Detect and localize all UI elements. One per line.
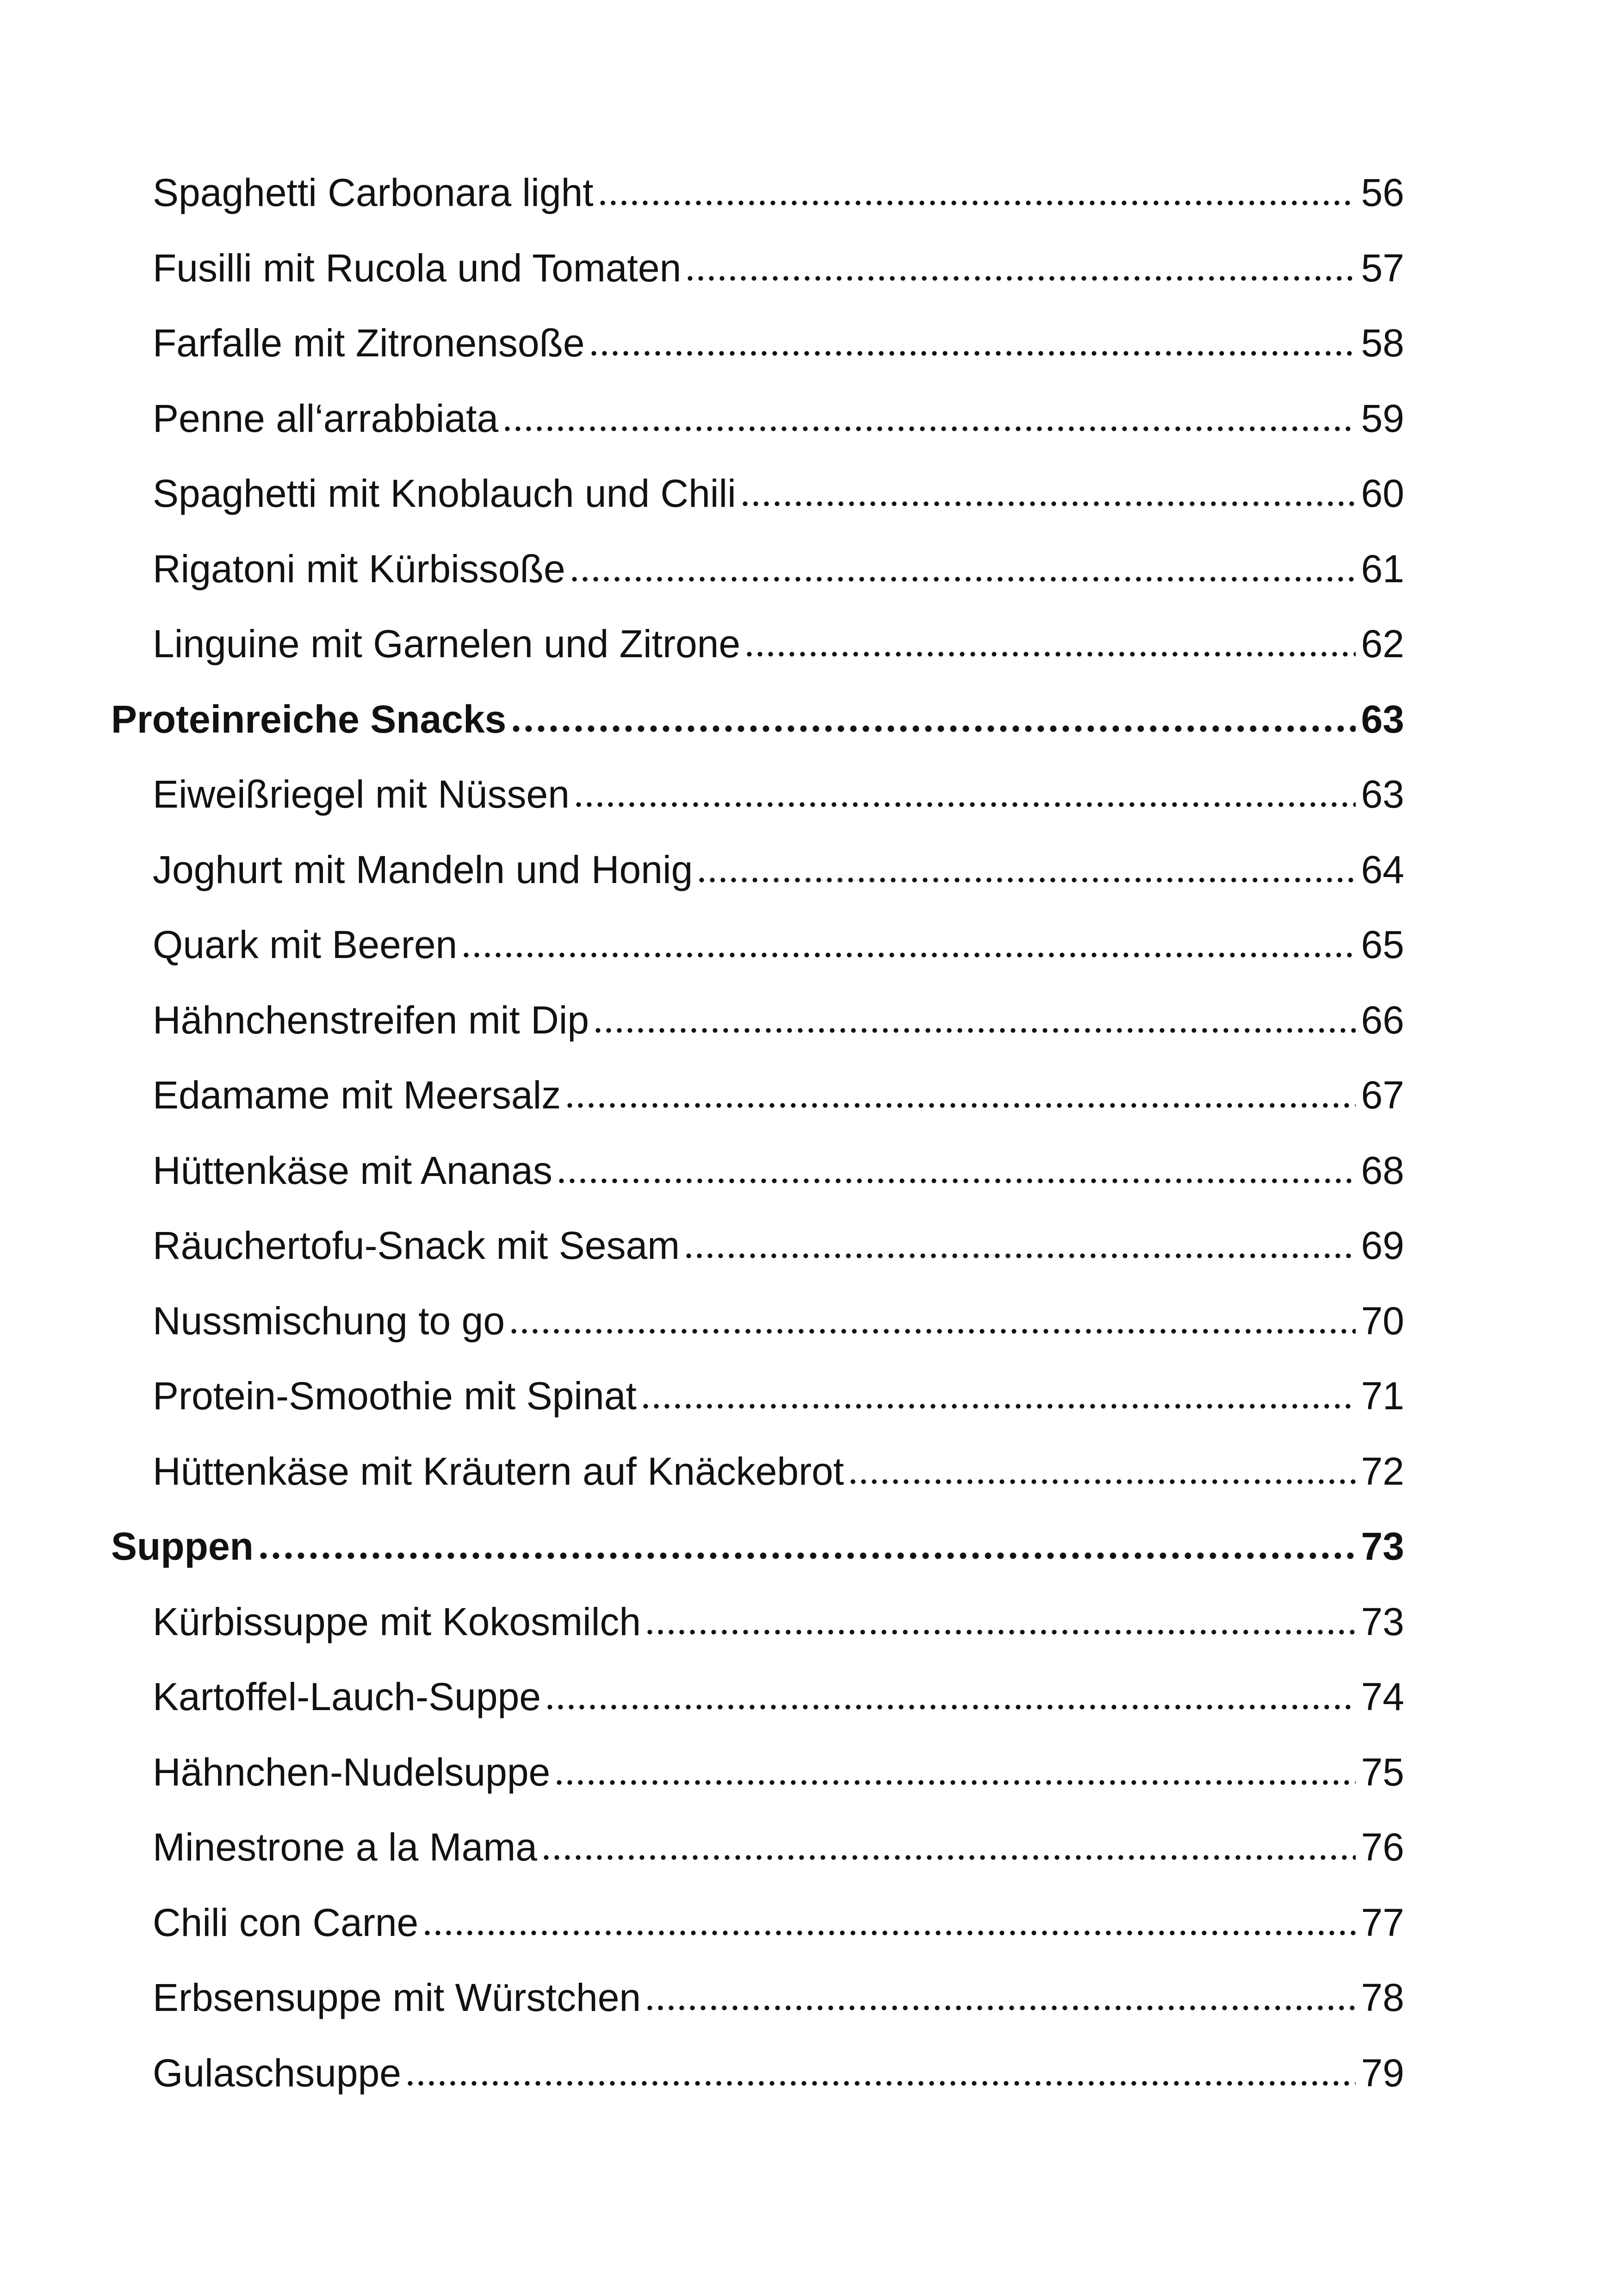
toc-entry xyxy=(153,844,1404,896)
toc-page-number: 58 xyxy=(1361,321,1404,365)
dot-leader xyxy=(541,1822,1356,1860)
toc-entry-title: Protein-Smoothie mit Spinat xyxy=(153,1374,637,1418)
toc-entry xyxy=(153,1596,1404,1648)
toc-page-number: 63 xyxy=(1361,697,1404,741)
dot-leader xyxy=(740,468,1356,507)
toc-entry xyxy=(153,242,1404,294)
dot-leader xyxy=(683,1220,1355,1259)
toc-entry xyxy=(153,167,1404,218)
dot-leader xyxy=(508,1295,1356,1334)
dot-leader xyxy=(422,1897,1355,1936)
toc-page-number: 66 xyxy=(1361,998,1404,1042)
toc-entry-title: Hüttenkäse mit Kräutern auf Knäckebrot xyxy=(153,1450,844,1493)
toc-entry xyxy=(153,1821,1404,1873)
toc-page-number: 76 xyxy=(1361,1825,1404,1869)
toc-entry xyxy=(153,1445,1404,1497)
toc-page-number: 56 xyxy=(1361,171,1404,214)
toc-page-number: 71 xyxy=(1361,1374,1404,1418)
dot-leader xyxy=(685,243,1355,281)
toc-page-number: 70 xyxy=(1361,1299,1404,1343)
dot-leader xyxy=(589,317,1356,356)
toc-entry xyxy=(153,994,1404,1046)
toc-entry xyxy=(153,543,1404,595)
dot-leader xyxy=(593,995,1355,1033)
toc-entry-title: Minestrone a la Mama xyxy=(153,1825,538,1869)
toc-entry xyxy=(153,1295,1404,1347)
toc-entry-title: Spaghetti mit Knoblauch und Chili xyxy=(153,472,736,515)
dot-leader xyxy=(645,1596,1355,1635)
toc-entry xyxy=(153,618,1404,670)
toc-entry-title: Fusilli mit Rucola und Tomaten xyxy=(153,246,682,290)
toc-entry-title: Linguine mit Garnelen und Zitrone xyxy=(153,622,741,666)
dot-leader xyxy=(510,694,1355,733)
toc-page-number: 68 xyxy=(1361,1149,1404,1192)
dot-leader xyxy=(405,2047,1356,2086)
toc-entry xyxy=(153,1671,1404,1723)
toc-entry xyxy=(153,1897,1404,1948)
toc-entry-title: Edamame mit Meersalz xyxy=(153,1073,561,1117)
toc-page-number: 59 xyxy=(1361,397,1404,440)
dot-leader xyxy=(569,543,1356,582)
dot-leader xyxy=(640,1370,1356,1409)
dot-leader xyxy=(696,844,1355,883)
dot-leader xyxy=(545,1671,1356,1710)
toc-page-number: 64 xyxy=(1361,848,1404,891)
toc-page-number: 72 xyxy=(1361,1450,1404,1493)
toc-page-number: 65 xyxy=(1361,923,1404,966)
dot-leader xyxy=(744,618,1355,657)
toc-entry-title: Quark mit Beeren xyxy=(153,923,458,966)
toc-entry xyxy=(153,768,1404,820)
toc-entry-title: Hüttenkäse mit Ananas xyxy=(153,1149,552,1192)
toc-entry xyxy=(153,392,1404,444)
toc-entry-title: Räuchertofu-Snack mit Sesam xyxy=(153,1224,680,1267)
toc-page-number: 69 xyxy=(1361,1224,1404,1267)
toc-entry-title: Penne all‘arrabbiata xyxy=(153,397,499,440)
toc-entry-title: Farfalle mit Zitronensoße xyxy=(153,321,585,365)
toc-entry-title: Proteinreiche Snacks xyxy=(111,697,507,741)
dot-leader xyxy=(564,1070,1355,1108)
toc-entry xyxy=(153,2047,1404,2099)
toc-page-number: 60 xyxy=(1361,472,1404,515)
dot-leader xyxy=(556,1145,1356,1184)
toc-entry xyxy=(153,1220,1404,1271)
dot-leader xyxy=(848,1446,1355,1485)
toc-entry-title: Kürbissuppe mit Kokosmilch xyxy=(153,1600,641,1643)
toc-page-number: 61 xyxy=(1361,547,1404,591)
toc-entry-title: Erbsensuppe mit Würstchen xyxy=(153,1976,641,2019)
toc-entry-title: Gulaschsuppe xyxy=(153,2051,402,2095)
toc-entry-title: Rigatoni mit Kürbissoße xyxy=(153,547,565,591)
toc-page-number: 67 xyxy=(1361,1073,1404,1117)
toc-page-number: 78 xyxy=(1361,1976,1404,2019)
dot-leader xyxy=(597,167,1356,206)
toc-entry-title: Kartoffel-Lauch-Suppe xyxy=(153,1675,541,1718)
toc-entry xyxy=(153,467,1404,519)
dot-leader xyxy=(461,919,1355,958)
toc-page-number: 62 xyxy=(1361,622,1404,666)
toc-entry-title: Suppen xyxy=(111,1524,254,1568)
toc-page-number: 63 xyxy=(1361,772,1404,816)
toc-entry xyxy=(153,919,1404,971)
toc-entry xyxy=(153,1370,1404,1422)
toc-entry xyxy=(153,1972,1404,2023)
toc-section-heading xyxy=(111,693,1404,745)
toc-entry xyxy=(153,317,1404,369)
dot-leader xyxy=(257,1521,1356,1560)
toc-page-number: 57 xyxy=(1361,246,1404,290)
dot-leader xyxy=(645,1972,1355,2011)
toc-entry-title: Hähnchen-Nudelsuppe xyxy=(153,1750,551,1794)
toc-entry xyxy=(153,1145,1404,1196)
toc-page-number: 75 xyxy=(1361,1750,1404,1794)
toc-page-number: 77 xyxy=(1361,1901,1404,1944)
toc-entry-title: Eiweißriegel mit Nüssen xyxy=(153,772,570,816)
toc-entry-title: Chili con Carne xyxy=(153,1901,419,1944)
toc-entry-title: Spaghetti Carbonara light xyxy=(153,171,594,214)
toc-entry-title: Nussmischung to go xyxy=(153,1299,505,1343)
toc-entry-title: Hähnchenstreifen mit Dip xyxy=(153,998,589,1042)
dot-leader xyxy=(573,769,1356,808)
toc-page-number: 73 xyxy=(1361,1600,1404,1643)
toc-page-number: 73 xyxy=(1361,1524,1404,1568)
dot-leader xyxy=(554,1747,1355,1786)
dot-leader xyxy=(502,393,1355,432)
toc-section-heading xyxy=(111,1520,1404,1572)
toc-page-number: 74 xyxy=(1361,1675,1404,1718)
toc-entry xyxy=(153,1069,1404,1121)
toc-page-number: 79 xyxy=(1361,2051,1404,2095)
toc-entry xyxy=(153,1746,1404,1798)
toc-entry-title: Joghurt mit Mandeln und Honig xyxy=(153,848,693,891)
